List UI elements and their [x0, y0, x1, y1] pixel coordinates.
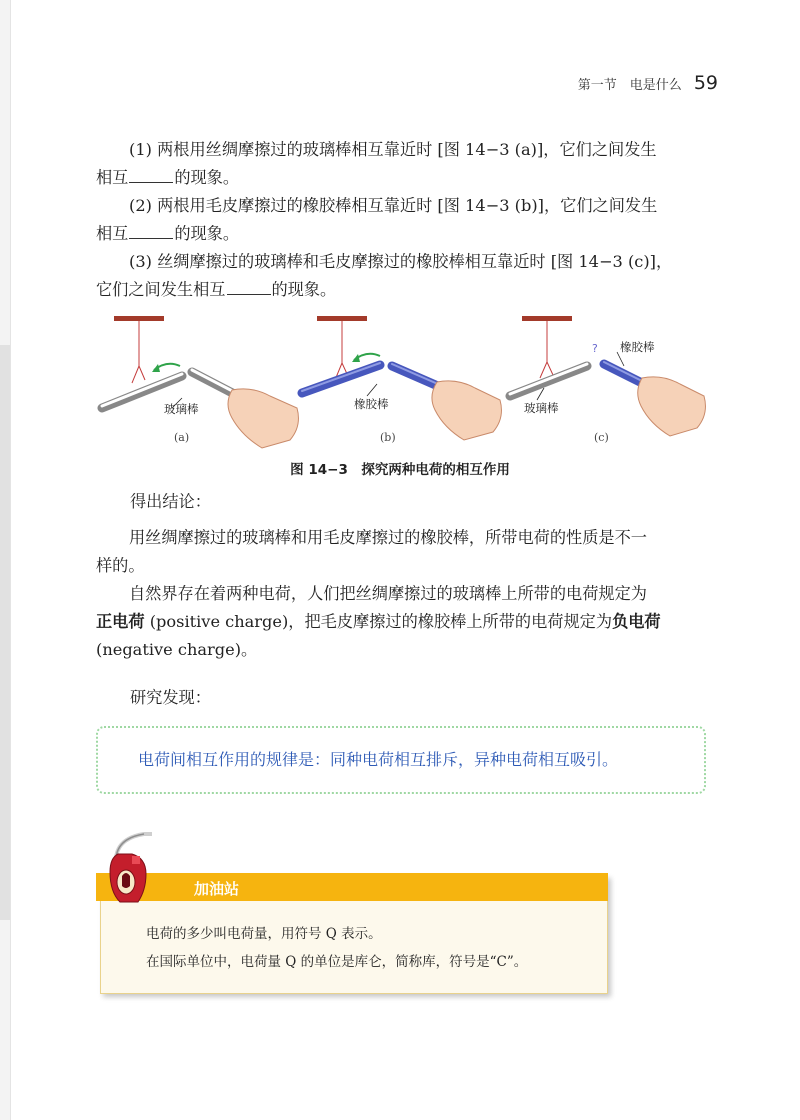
jiayou-line-2: 在国际单位中，电荷量 Q 的单位是库仑，简称库，符号是“C”。 [146, 954, 528, 970]
panel-b [302, 316, 501, 444]
jiayou-station [96, 830, 608, 995]
item-2-line-2: 相互 的现象。 [96, 224, 240, 243]
item-1-line-1: (1) 两根用丝绸摩擦过的玻璃棒相互靠近时 [图 14−3 (a)]，它们之间发生 [129, 140, 657, 159]
rubber-rod-hanging [302, 365, 380, 393]
item-1-line-2: 相互 的现象。 [96, 168, 240, 187]
label-rubber-rod-c: 橡胶棒 [620, 340, 655, 354]
conclusion-p2-line-1: 自然界存在着两种电荷，人们把丝绸摩擦过的玻璃棒上所带的电荷规定为 [129, 584, 647, 603]
jiayou-line-1: 电荷的多少叫电荷量，用符号 Q 表示。 [146, 926, 382, 942]
conclusion-p1-line-2: 样的。 [96, 556, 145, 575]
rule-text: 电荷间相互作用的规律是：同种电荷相互排斥，异种电荷相互吸引。 [138, 750, 619, 769]
suspension-bar [317, 316, 367, 321]
suspension-bar [522, 316, 572, 321]
fill-blank-3[interactable] [227, 280, 271, 295]
term-negative-charge: 负电荷 [612, 612, 661, 631]
term-positive-charge: 正电荷 [96, 612, 145, 631]
item-2-line-1: (2) 两根用毛皮摩擦过的橡胶棒相互靠近时 [图 14−3 (b)]，它们之间发生 [129, 196, 658, 215]
label-a: (a) [174, 431, 190, 444]
label-c: (c) [594, 431, 609, 444]
rule-box [96, 726, 706, 794]
fill-blank-2[interactable] [129, 224, 173, 239]
page-edge-shadow [0, 345, 10, 920]
conclusion-p1-line-1: 用丝绸摩擦过的玻璃棒和用毛皮摩擦过的橡胶棒，所带电荷的性质是不一 [129, 528, 647, 547]
figure-caption: 图 14−3 探究两种电荷的相互作用 [290, 462, 510, 478]
hand [638, 377, 706, 436]
page-header [578, 72, 718, 94]
suspension-bar [114, 316, 164, 321]
page-number: 59 [693, 72, 718, 94]
hand [432, 381, 502, 440]
panel-c [510, 316, 705, 444]
label-glass-rod-a: 玻璃棒 [164, 402, 199, 416]
hand [228, 389, 298, 448]
fuel-pump-icon [96, 830, 186, 910]
conclusion-p2-line-3: (negative charge)。 [96, 640, 258, 659]
glass-rod-hanging [510, 366, 587, 396]
section-title: 第一节 电是什么 [577, 78, 682, 93]
label-glass-rod-c: 玻璃棒 [524, 401, 559, 415]
label-rubber-rod-b: 橡胶棒 [354, 397, 389, 411]
conclusion-p2-line-2: 正电荷 (positive charge)，把毛皮摩擦过的橡胶棒上所带的电荷规定为负电荷 [96, 612, 661, 631]
panel-a [102, 316, 298, 448]
item-3-line-1: (3) 丝绸摩擦过的玻璃棒和毛皮摩擦过的橡胶棒相互靠近时 [图 14−3 (c)]， [129, 252, 673, 271]
figure-14-3 [92, 308, 712, 463]
label-b: (b) [380, 431, 396, 444]
conclusion-heading: 得出结论： [130, 492, 211, 511]
jiayou-title: 加油站 [194, 880, 240, 898]
question-mark: ? [592, 342, 598, 355]
item-3-line-2: 它们之间发生相互 的现象。 [96, 280, 337, 299]
fill-blank-1[interactable] [129, 168, 173, 183]
research-heading: 研究发现： [130, 688, 211, 707]
